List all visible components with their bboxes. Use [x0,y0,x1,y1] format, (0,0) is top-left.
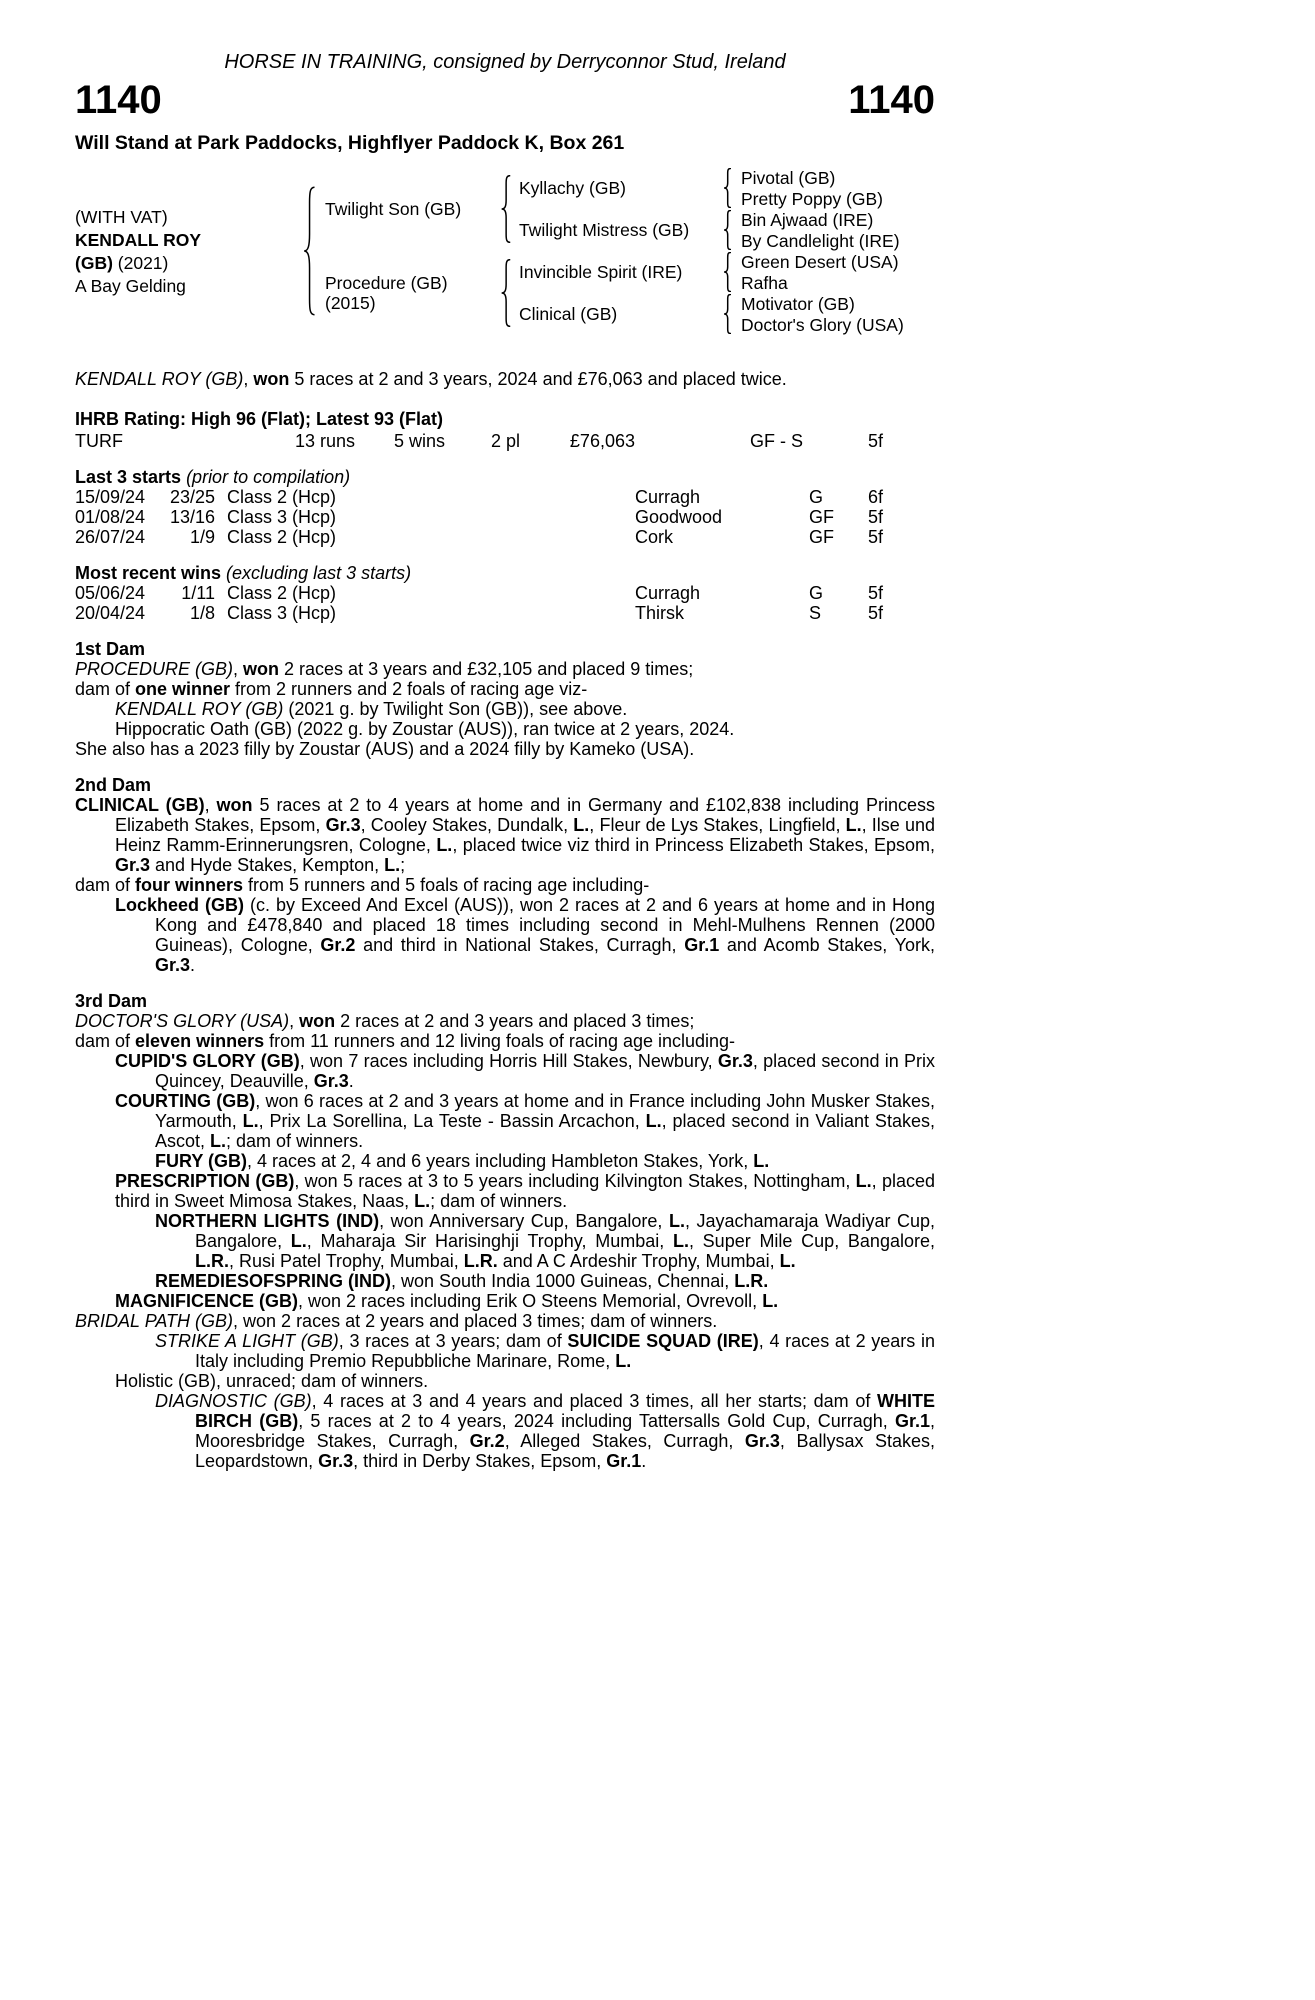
text-segment: 5 races at 2 and 3 years, 2024 and £76,063 and placed twice. [289,369,787,389]
places-count: 2 pl [490,431,520,451]
text-segment: , [233,659,244,679]
race-position: 1/8 [189,603,215,623]
pedigree-paragraph [75,1311,935,1331]
text-segment: , won 5 races at 3 to 5 years including Kilvington Stakes, Nottingham, [294,1171,856,1191]
earnings-amount: £76,063 [569,431,635,451]
text-segment: four winners [135,875,244,895]
text-segment: , [289,1011,300,1031]
text-segment: L. [384,855,401,875]
race-class: Class 3 (Hcp) [227,603,337,623]
race-going: S [809,603,822,623]
race-class: Class 2 (Hcp) [227,583,337,603]
text-segment: from 11 runners and 12 living foals of racing age including- [264,1031,736,1051]
text-segment: DOCTOR'S GLORY (USA) [75,1011,290,1031]
text-segment: won [216,795,253,815]
text-segment: , won South India 1000 Guineas, Chennai, [391,1271,735,1291]
race-course: Goodwood [635,507,723,527]
text-segment: L. [672,1231,689,1251]
text-segment: L. [845,815,862,835]
text-segment: Gr.3 [313,1071,349,1091]
pedigree-paragraph [75,1091,935,1151]
text-segment: won [253,369,290,389]
text-segment: won [243,659,280,679]
lot-number-left: 1140 [75,78,162,122]
text-segment: (2021 g. by Twilight Son (GB)), see above. [283,699,628,719]
race-position: 1/11 [181,583,215,603]
text-segment: Gr.3 [325,815,361,835]
text-segment: DIAGNOSTIC (GB) [155,1391,312,1411]
text-segment: , Ballysax Stakes, Leopardstown, [195,1431,936,1471]
text-segment: , Rusi Patel Trophy, Mumbai, [229,1251,464,1271]
text-segment: L. [290,1231,307,1251]
text-segment: L. [668,1211,685,1231]
turf-stats-row [75,431,935,451]
race-row [75,583,935,603]
text-segment: Gr.1 [684,935,720,955]
text-segment: COURTING (GB) [115,1091,256,1111]
text-segment: L. [242,1111,259,1131]
pedigree-paragraph [75,1291,935,1311]
text-segment: CUPID'S GLORY (GB) [115,1051,300,1071]
race-course: Thirsk [635,603,684,623]
text-segment: (c. by Exceed And Excel (AUS)), won 2 races at 2 and 6 years at home and in Hong Kong and £478,840 and placed 18 times including second in Mehl-Mulhens Rennen (2000 Guineas), Cologne, [155,895,935,955]
text-segment: Gr.2 [320,935,356,955]
going-range: GF - S [750,431,803,451]
race-distance: 6f [868,487,884,507]
text-segment: . [641,1451,647,1471]
text-segment: L. [762,1291,779,1311]
pedigree-paragraph [75,1031,935,1051]
pedigree-paragraph [75,739,935,759]
text-segment: Gr.1 [894,1411,930,1431]
sire-brace-icon [493,167,519,251]
grandparent-name: Kyllachy (GB) [519,178,626,198]
dam-brace-icon [493,251,519,335]
text-segment: Holistic (GB), unraced; dam of winners. [115,1371,429,1391]
race-course: Cork [635,527,674,547]
grandparent-name: Twilight Mistress (GB) [519,220,690,240]
text-segment: FURY (GB) [155,1151,247,1171]
last-starts-title: Last 3 starts [75,467,182,487]
dam-sections [75,639,935,1471]
last-starts-subtitle: (prior to compilation) [181,467,351,487]
pedigree-paragraph [75,1331,935,1371]
dam-year: (2015) [325,293,376,313]
text-segment: Gr.3 [744,1431,780,1451]
recent-wins-subtitle: (excluding last 3 starts) [221,563,412,583]
text-segment: from 5 runners and 5 foals of racing age including- [243,875,650,895]
dam-heading: 3rd Dam [75,991,148,1011]
text-segment: , Prix La Sorellina, La Teste - Bassin Arcachon, [258,1111,646,1131]
great-grandparent-name: Green Desert (USA) [741,251,899,272]
horse-details [75,167,295,335]
text-segment: won [299,1011,336,1031]
text-segment: L. [436,835,453,855]
grandparent-brace-icon [715,293,741,335]
pedigree-paragraph [75,1391,935,1471]
text-segment: and Acomb Stakes, York, [719,935,935,955]
text-segment: ; [400,855,406,875]
pedigree-paragraph [75,795,935,875]
pedigree-paragraph [75,1011,935,1031]
text-segment: NORTHERN LIGHTS (IND) [155,1211,380,1231]
race-distance: 5f [868,527,884,547]
text-segment: , placed third in Sweet Mimosa Stakes, Naas, [115,1171,936,1211]
pedigree-paragraph [75,1051,935,1091]
race-date: 01/08/24 [75,507,146,527]
race-distance: 5f [868,583,884,603]
text-segment: L.R. [463,1251,498,1271]
great-grandparent-name: By Candlelight (IRE) [741,230,900,251]
text-segment: L. [414,1191,431,1211]
text-segment: , won Anniversary Cup, Bangalore, [379,1211,669,1231]
race-position: 13/16 [169,507,215,527]
text-segment: , won 2 races at 2 years and placed 3 times; dam of winners. [233,1311,718,1331]
text-segment: , Mooresbridge Stakes, Curragh, [195,1411,935,1451]
pedigree-paragraph [75,895,935,975]
text-segment: , 4 races at 2, 4 and 6 years including Hambleton Stakes, York, [247,1151,754,1171]
text-segment: and A C Ardeshir Trophy, Mumbai, [497,1251,780,1271]
race-date: 20/04/24 [75,603,146,623]
race-summary [75,369,935,389]
text-segment: REMEDIESOFSPRING (IND) [155,1271,392,1291]
text-segment: CLINICAL (GB) [75,795,205,815]
great-grandparent-name: Bin Ajwaad (IRE) [741,209,874,230]
dam-heading: 2nd Dam [75,775,152,795]
race-course: Curragh [635,487,701,507]
text-segment: dam of [75,1031,136,1051]
text-segment: dam of [75,679,136,699]
text-segment: Gr.3 [318,1451,354,1471]
text-segment: PROCEDURE (GB) [75,659,234,679]
race-date: 15/09/24 [75,487,146,507]
text-segment: , placed second in Prix Quincey, Deauville, [155,1051,935,1091]
text-segment: , 5 races at 2 to 4 years, 2024 including Tattersalls Gold Cup, Curragh, [298,1411,895,1431]
pedigree-paragraph [75,1171,935,1211]
text-segment: ; dam of winners. [430,1191,568,1211]
horse-name: KENDALL ROY [75,229,202,250]
race-row [75,603,935,623]
text-segment: Gr.3 [115,855,151,875]
text-segment: SUICIDE SQUAD (IRE) [567,1331,759,1351]
text-segment: PRESCRIPTION (GB) [115,1171,295,1191]
race-date: 26/07/24 [75,527,146,547]
pedigree-paragraph [75,1371,935,1391]
text-segment: Gr.2 [469,1431,505,1451]
page-content [75,0,935,1471]
text-segment: , Cooley Stakes, Dundalk, [360,815,574,835]
great-grandparent-name: Motivator (GB) [741,293,855,314]
text-segment: , Jayachamaraja Wadiyar Cup, Bangalore, [195,1211,936,1251]
recent-wins-title: Most recent wins [75,563,222,583]
text-segment: . [190,955,196,975]
race-going: GF [809,507,834,527]
text-segment: WHITE BIRCH (GB) [195,1391,935,1431]
text-segment: , Fleur de Lys Stakes, Lingfield, [589,815,846,835]
pedigree-paragraph [75,679,935,699]
text-segment: , [204,795,217,815]
race-row [75,527,935,547]
text-segment: L. [855,1171,872,1191]
grandparent-name: Invincible Spirit (IRE) [519,262,683,282]
text-segment: , won 6 races at 2 and 3 years at home and in France including John Musker Stakes, Yarmouth, [155,1091,936,1131]
horse-description: A Bay Gelding [75,275,186,296]
stand-location: Will Stand at Park Paddocks, Highflyer Paddock K, Box 261 [75,132,625,154]
text-segment: Lockheed (GB) [115,895,244,915]
text-segment: 2 races at 3 years and £32,105 and placed 9 times; [279,659,694,679]
race-date: 05/06/24 [75,583,146,603]
text-segment: , placed twice viz third in Princess Elizabeth Stakes, Epsom, [452,835,935,855]
text-segment: Gr.1 [606,1451,642,1471]
text-segment: , Alleged Stakes, Curragh, [504,1431,745,1451]
text-segment: L. [645,1111,662,1131]
great-grandparent-name: Pivotal (GB) [741,167,836,188]
text-segment: , third in Derby Stakes, Epsom, [353,1451,607,1471]
recent-wins-heading [75,563,935,583]
grandparent-name: Clinical (GB) [519,304,618,324]
runs-count: 13 runs [294,431,355,451]
text-segment: , won 2 races including Erik O Steens Memorial, Ovrevoll, [298,1291,763,1311]
rating-line: IHRB Rating: High 96 (Flat); Latest 93 (Flat) [75,409,444,429]
race-position: 23/25 [169,487,215,507]
text-segment: Gr.3 [155,955,191,975]
race-row [75,507,935,527]
pedigree-paragraph [75,1151,935,1171]
text-segment: , 3 races at 3 years; dam of [338,1331,568,1351]
text-segment: L. [615,1351,632,1371]
text-segment: She also has a 2023 filly by Zoustar (AUS) and a 2024 filly by Kameko (USA). [75,739,695,759]
pedigree-paragraph [75,1271,935,1291]
text-segment: 5 races at 2 to 4 years at home and in Germany and £102,838 including Princess Elizabeth Stakes, Epsom, [115,795,935,835]
text-segment: L. [753,1151,770,1171]
pedigree-paragraph [75,659,935,679]
text-segment: BRIDAL PATH (GB) [75,1311,234,1331]
text-segment: Gr.3 [717,1051,753,1071]
consignor-header: HORSE IN TRAINING, consigned by Derryconnor Stud, Ireland [224,51,786,73]
pedigree-paragraph [75,1211,935,1271]
text-segment: L.R. [734,1271,769,1291]
text-segment: L. [210,1131,227,1151]
text-segment: , [243,369,254,389]
pedigree-table [75,167,935,335]
text-segment: STRIKE A LIGHT (GB) [155,1331,339,1351]
race-course: Curragh [635,583,701,603]
sire-name: Twilight Son (GB) [325,199,462,219]
recent-wins-table [75,583,935,623]
grandparent-brace-icon [715,251,741,293]
vat-note: (WITH VAT) [75,206,168,227]
last-starts-table [75,487,935,547]
dam-heading: 1st Dam [75,639,146,659]
pedigree-paragraph [75,719,935,739]
text-segment: , 4 races at 2 years in Italy including Premio Repubbliche Marinare, Rome, [195,1331,935,1371]
dam-name: Procedure (GB) (2015) [325,251,493,335]
great-grandparent-name: Doctor's Glory (USA) [741,314,904,335]
grandparent-brace-icon [715,209,741,251]
great-grandparent-name: Pretty Poppy (GB) [741,188,883,209]
horse-country-year: (GB) (2021) [75,252,169,273]
wins-count: 5 wins [393,431,445,451]
text-segment: , won 7 races including Horris Hill Stakes, Newbury, [299,1051,718,1071]
main-brace-icon [295,167,325,335]
text-segment: . [348,1071,354,1091]
surface-label: TURF [75,431,123,451]
text-segment: , Ilse und Heinz Ramm-Erinnerungsren, Cologne, [115,815,936,855]
race-position: 1/9 [189,527,215,547]
race-class: Class 3 (Hcp) [227,507,337,527]
text-segment: , Maharaja Sir Harisinghji Trophy, Mumbai, [306,1231,673,1251]
pedigree-paragraph [75,699,935,719]
text-segment: dam of [75,875,136,895]
text-segment: KENDALL ROY (GB) [115,699,284,719]
race-going: GF [809,527,834,547]
text-segment: L.R. [195,1251,229,1271]
text-segment: , placed second in Valiant Stakes, Ascot, [155,1111,935,1151]
text-segment: from 2 runners and 2 foals of racing age viz- [230,679,588,699]
race-distance: 5f [868,603,884,623]
text-segment: and third in National Stakes, Curragh, [355,935,685,955]
distance-range: 5f [868,431,884,451]
grandparent-brace-icon [715,167,741,209]
last-starts-heading [75,467,935,487]
text-segment: Hippocratic Oath (GB) (2022 g. by Zoustar (AUS)), ran twice at 2 years, 2024. [115,719,735,739]
race-going: G [809,487,824,507]
race-going: G [809,583,824,603]
text-segment: , 4 races at 3 and 4 years and placed 3 times, all her starts; dam of [311,1391,877,1411]
text-segment: , Super Mile Cup, Bangalore, [688,1231,935,1251]
race-row [75,487,935,507]
text-segment: 2 races at 2 and 3 years and placed 3 times; [335,1011,695,1031]
text-segment: MAGNIFICENCE (GB) [115,1291,298,1311]
lot-number-right: 1140 [848,78,935,122]
race-class: Class 2 (Hcp) [227,527,337,547]
text-segment: L. [573,815,590,835]
text-segment: L. [779,1251,796,1271]
race-class: Class 2 (Hcp) [227,487,337,507]
lot-number-row [75,80,935,120]
race-distance: 5f [868,507,884,527]
text-segment: one winner [135,679,231,699]
text-segment: ; dam of winners. [226,1131,364,1151]
great-grandparent-name: Rafha [741,272,788,293]
pedigree-paragraph [75,875,935,895]
text-segment: and Hyde Stakes, Kempton, [150,855,385,875]
text-segment: KENDALL ROY (GB) [75,369,244,389]
text-segment: eleven winners [135,1031,265,1051]
